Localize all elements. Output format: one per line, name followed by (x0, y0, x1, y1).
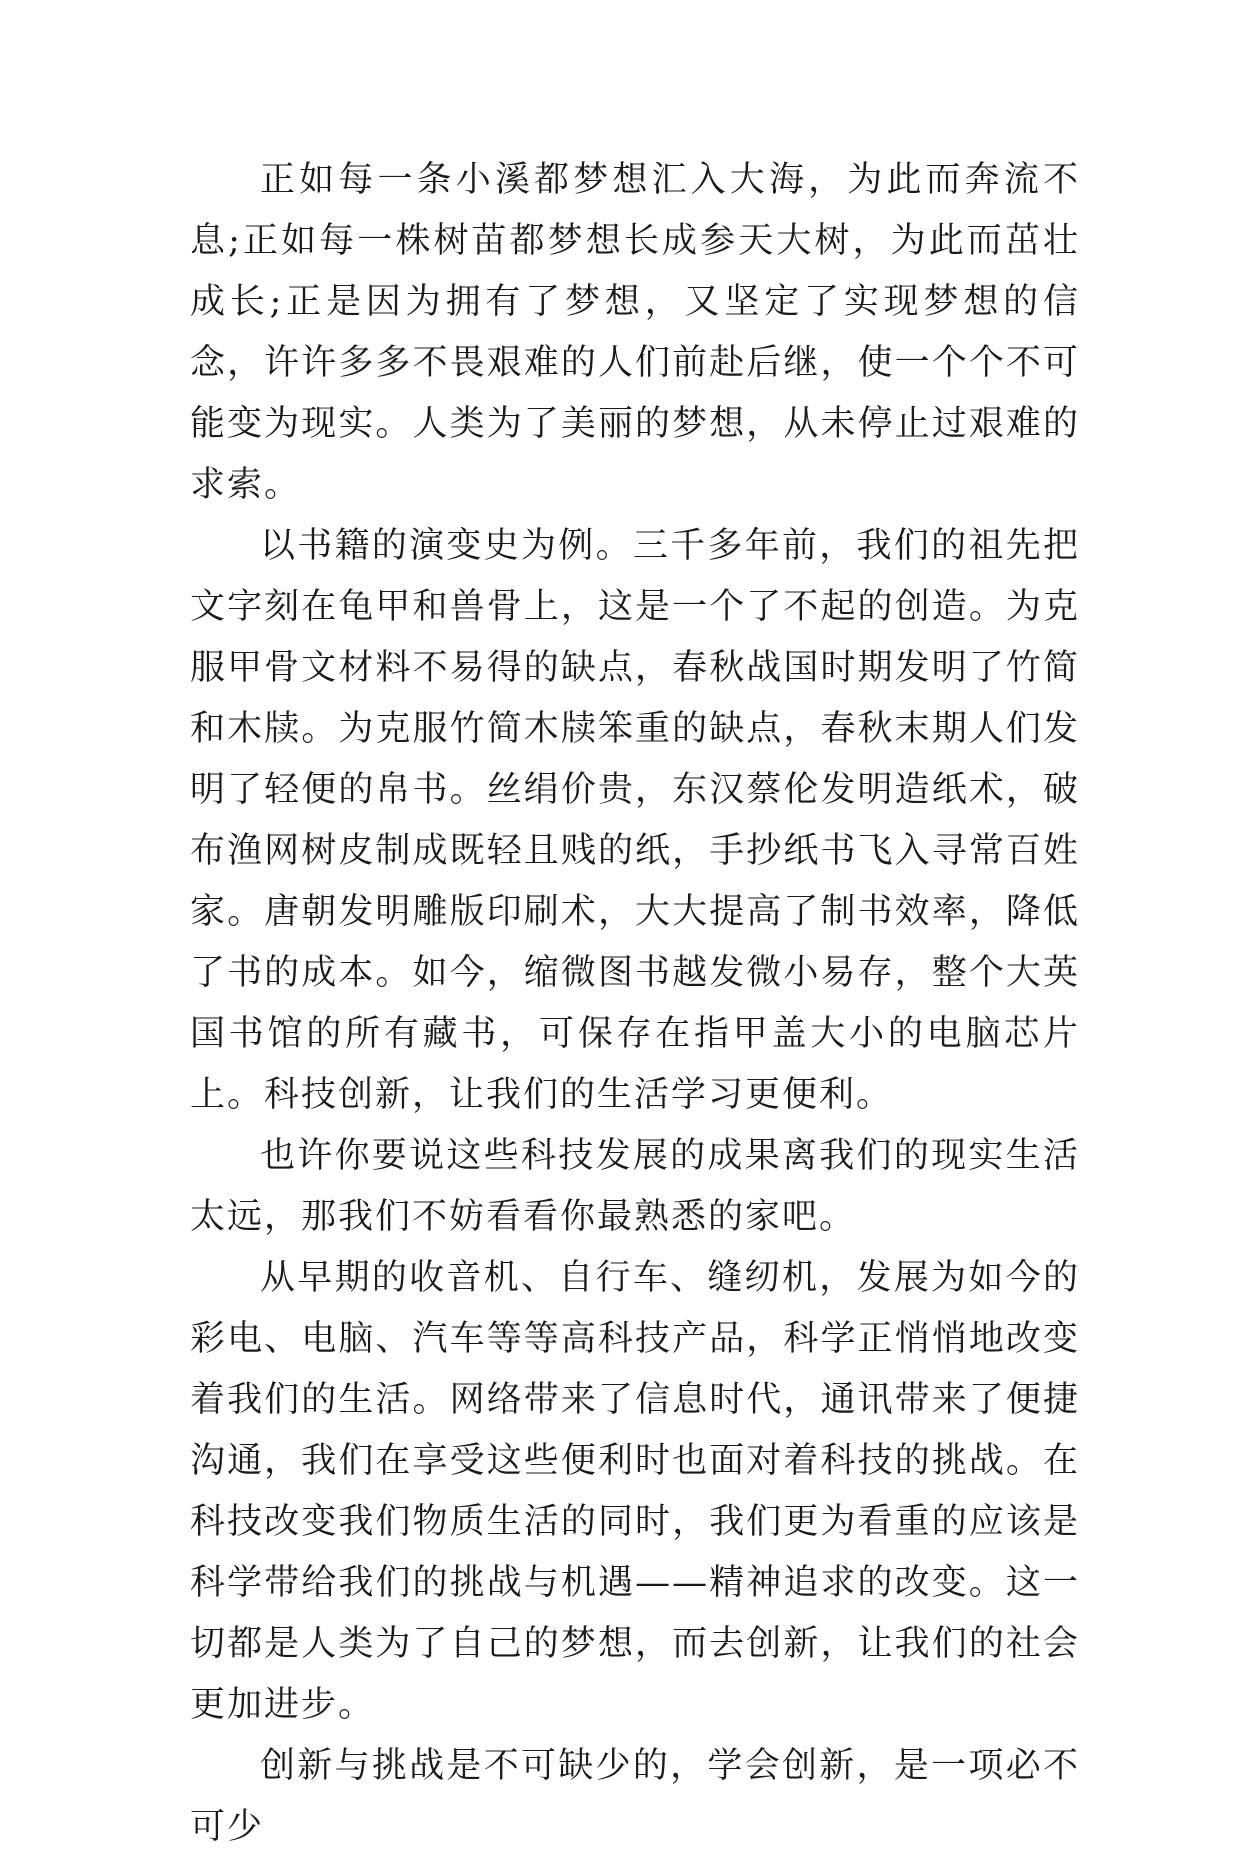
paragraph-technology-change: 从早期的收音机、自行车、缝纫机，发展为如今的彩电、电脑、汽车等等高科技产品，科学正悄悄地改变着我们的生活。网络带来了信息时代，通讯带来了便捷沟通，我们在享受这些便利时也面对着科技的挑战。在科技改变我们物质生活的同时，我们更为看重的应该是科学带给我们的挑战与机遇——精神追求的改变。这一切都是人类为了自己的梦想，而去创新，让我们的社会更加进步。 (190, 1258, 1080, 1725)
paragraph-innovation-challenge: 创新与挑战是不可缺少的，学会创新，是一项必不可少 (190, 1746, 1080, 1847)
paragraph-dream-intro: 正如每一条小溪都梦想汇入大海，为此而奔流不息;正如每一株树苗都梦想长成参天大树，为此而茁壮成长;正是因为拥有了梦想，又坚定了实现梦想的信念，许许多多不畏艰难的人们前赴后继，使一个个不可能变为现实。人类为了美丽的梦想，从未停止过艰难的求索。 (190, 160, 1080, 505)
paragraph-home-transition: 也许你要说这些科技发展的成果离我们的现实生活太远，那我们不妨看看你最熟悉的家吧。 (190, 1136, 1080, 1237)
paragraph-book-history: 以书籍的演变史为例。三千多年前，我们的祖先把文字刻在龟甲和兽骨上，这是一个了不起的创造。为克服甲骨文材料不易得的缺点，春秋战国时期发明了竹简和木牍。为克服竹简木牍笨重的缺点，春秋末期人们发明了轻便的帛书。丝绢价贵，东汉蔡伦发明造纸术，破布渔网树皮制成既轻且贱的纸，手抄纸书飞入寻常百姓家。唐朝发明雕版印刷术，大大提高了制书效率，降低了书的成本。如今，缩微图书越发微小易存，整个大英国书馆的所有藏书，可保存在指甲盖大小的电脑芯片上。科技创新，让我们的生活学习更便利。 (190, 526, 1080, 1115)
document-body (190, 150, 1080, 1858)
